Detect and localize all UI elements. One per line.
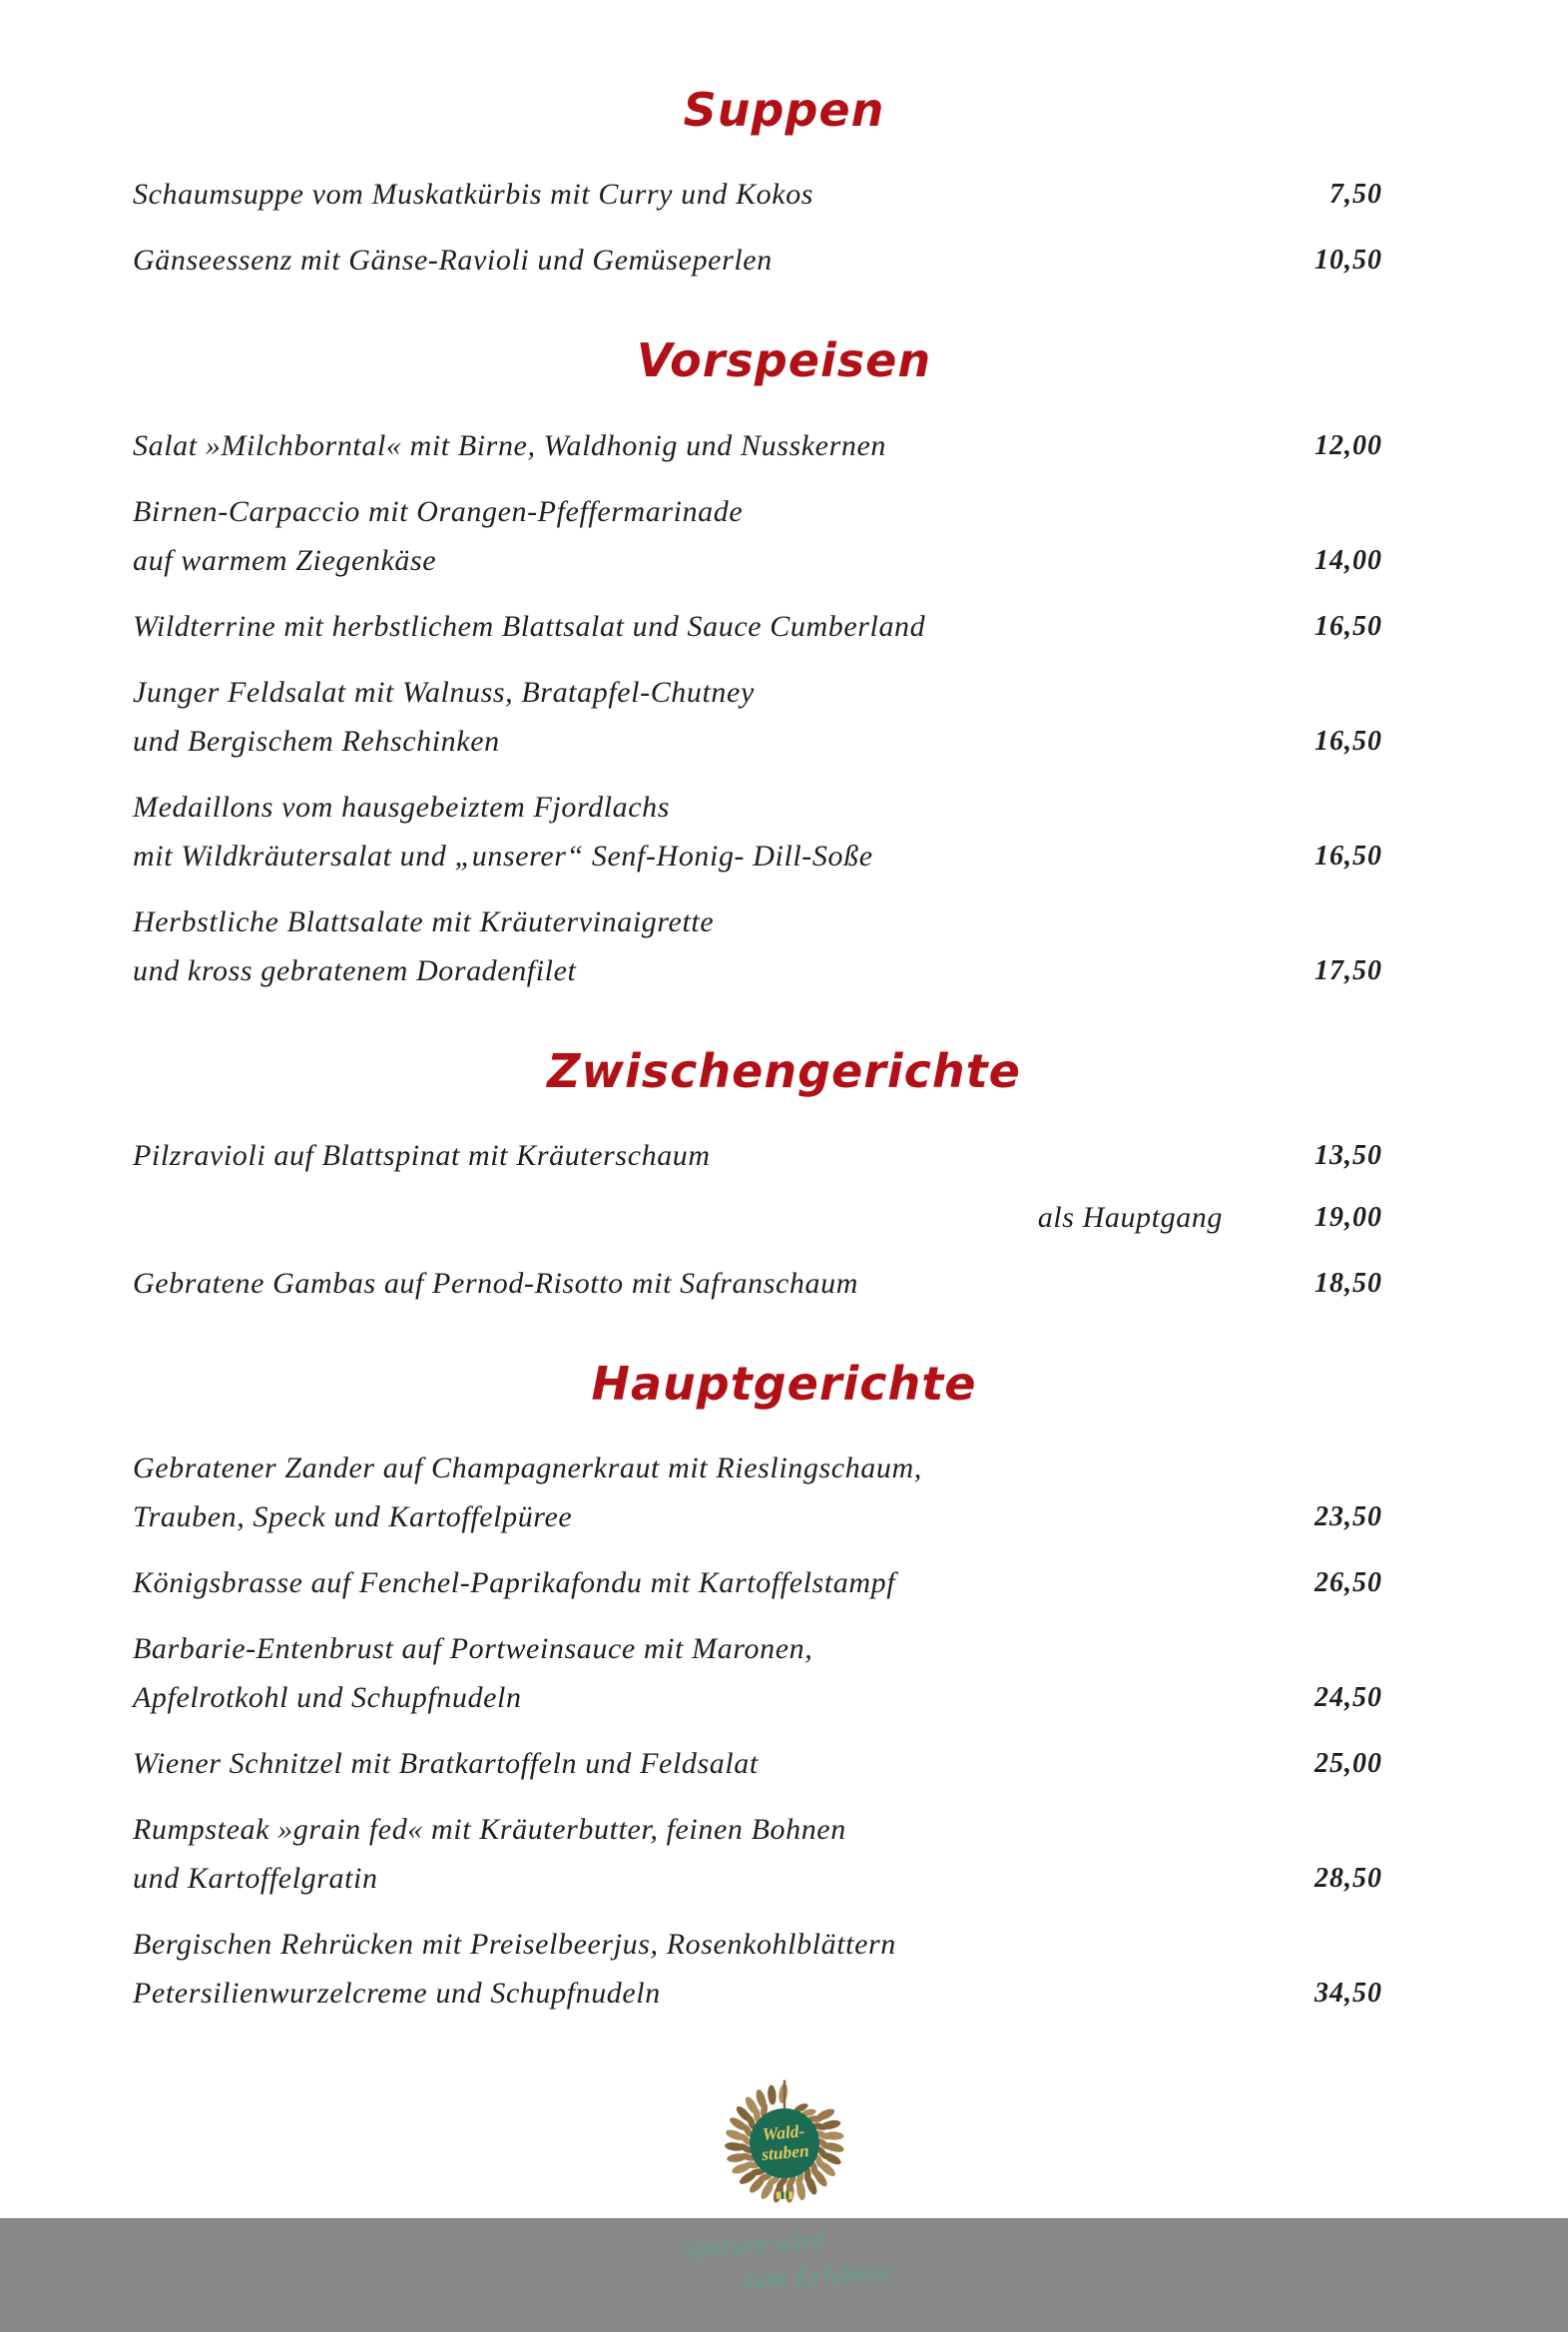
menu-item-row (133, 1558, 1382, 1607)
menu-item-row (133, 236, 1382, 285)
section-rows (133, 421, 1382, 995)
dish-price: 12,00 (1314, 429, 1382, 461)
dish-name (133, 1624, 1249, 1722)
dish-price: 16,50 (1314, 840, 1382, 872)
dish-price: 18,50 (1314, 1267, 1382, 1299)
menu-section-vorspeisen (0, 333, 1568, 994)
dish-name-line: mit Wildkräutersalat und „unserer“ Senf-Honig- Dill-Soße (133, 839, 873, 873)
dish-name (133, 783, 1249, 880)
dish-price: 24,50 (1314, 1682, 1382, 1714)
dish-name (133, 1131, 1249, 1180)
logo-name-line2: stuben (760, 2140, 809, 2165)
wreath-icon (710, 2075, 859, 2221)
section-title: Zwischengerichte (547, 1043, 1021, 1098)
dish-price: 13,50 (1314, 1139, 1382, 1171)
dish-price: 17,50 (1314, 954, 1382, 986)
dish-name-line: auf warmem Ziegenkäse (133, 543, 437, 577)
menu-item-row (133, 487, 1382, 585)
dish-name-line: Bergischen Rehrücken mit Preiselbeerjus, Rosenkohlblättern (133, 1928, 896, 1962)
dish-name (133, 487, 1249, 585)
dish-price: 26,50 (1314, 1567, 1382, 1599)
menu-item-row (133, 1131, 1382, 1180)
dish-name (133, 602, 1249, 651)
menu-item-row (133, 1805, 1382, 1903)
dish-name-line: Gebratener Zander auf Champagnerkraut mit Rieslingschaum, (133, 1452, 922, 1485)
dish-price: 34,50 (1314, 1978, 1382, 2010)
section-rows (133, 1444, 1382, 2018)
dish-name-line: Medaillons vom hausgebeiztem Fjordlachs (133, 790, 671, 824)
dish-name-line: Wildterrine mit herbstlichem Blattsalat und Sauce Cumberland (133, 609, 926, 643)
dish-price: 16,50 (1314, 725, 1382, 757)
menu-item-row (133, 421, 1382, 470)
section-title: Hauptgerichte (591, 1356, 977, 1411)
waldstuben-logo (0, 2075, 1568, 2296)
dish-name (133, 1193, 1249, 1242)
logo-tagline (0, 2226, 1568, 2296)
dish-price: 28,50 (1314, 1863, 1382, 1895)
dish-name (133, 1805, 1249, 1903)
section-rows (133, 170, 1382, 285)
dish-name (133, 668, 1249, 766)
dish-name-line: Pilzravioli auf Blattspinat mit Kräuterschaum (133, 1138, 711, 1172)
dish-name-line: Trauben, Speck und Kartoffelpüree (133, 1500, 573, 1534)
dish-name (133, 1259, 1249, 1308)
menu-item-row (133, 1624, 1382, 1722)
dish-name-line: Birnen-Carpaccio mit Orangen-Pfeffermarinade (133, 494, 744, 528)
dish-price: 14,00 (1314, 544, 1382, 576)
menu-section-suppen (0, 83, 1568, 285)
dish-name-line: Schaumsuppe vom Muskatkürbis mit Curry und Kokos (133, 178, 814, 212)
tagline-line2: zum Erlebnis (742, 2258, 892, 2296)
menu-item-row (133, 1193, 1382, 1242)
wreath-leaf (767, 2084, 777, 2105)
dish-price: 19,00 (1314, 1201, 1382, 1233)
dish-name-line: Rumpsteak »grain fed« mit Kräuterbutter, feinen Bohnen (133, 1813, 846, 1847)
menu-item-row (133, 1920, 1382, 2018)
logo-name-line1: Wald- (761, 2120, 805, 2145)
section-title: Suppen (683, 83, 885, 137)
menu-section-zwischengerichte (0, 1043, 1568, 1308)
menu-item-row (133, 1739, 1382, 1788)
dish-name-line: und kross gebratenem Doradenfilet (133, 953, 577, 987)
tagline-line1: speisen wird (683, 2226, 827, 2263)
menu-item-row (133, 1259, 1382, 1308)
dish-name (133, 421, 1249, 470)
dish-name (133, 170, 1249, 219)
dish-name (133, 1558, 1249, 1607)
menu-sections (0, 83, 1568, 2018)
dish-name-line: Herbstliche Blattsalate mit Kräutervinaigrette (133, 904, 715, 938)
dish-name-line: Petersilienwurzelcreme und Schupfnudeln (133, 1977, 661, 2011)
dish-name-line: Junger Feldsalat mit Walnuss, Bratapfel-Chutney (133, 675, 755, 709)
dish-price: 25,00 (1314, 1748, 1382, 1780)
dish-name-line: Wiener Schnitzel mit Bratkartoffeln und Feldsalat (133, 1747, 759, 1781)
dish-name-line: Barbarie-Entenbrust auf Portweinsauce mit Maronen, (133, 1632, 813, 1666)
dish-name-line: Salat »Milchborntal« mit Birne, Waldhonig und Nusskernen (133, 428, 886, 462)
dish-name-line: und Bergischem Rehschinken (133, 724, 500, 758)
menu-item-row (133, 602, 1382, 651)
menu-item-row (133, 1444, 1382, 1541)
dish-name-line: als Hauptgang (1037, 1200, 1223, 1234)
section-title: Vorspeisen (636, 333, 932, 388)
dish-name-line: und Kartoffelgratin (133, 1862, 378, 1896)
menu-item-row (133, 783, 1382, 880)
dish-name (133, 1739, 1249, 1788)
dish-price: 7,50 (1329, 179, 1382, 211)
menu-item-row (133, 897, 1382, 995)
wreath-logo (710, 2075, 859, 2221)
dish-name-line: Gänseessenz mit Gänse-Ravioli und Gemüseperlen (133, 244, 773, 278)
wreath-ribbon (776, 2192, 792, 2200)
dish-name (133, 1444, 1249, 1541)
dish-name (133, 897, 1249, 995)
dish-price: 10,50 (1314, 245, 1382, 277)
dish-name-line: Gebratene Gambas auf Pernod-Risotto mit Safranschaum (133, 1266, 858, 1300)
dish-price: 23,50 (1314, 1501, 1382, 1533)
dish-name-line: Königsbrasse auf Fenchel-Paprikafondu mit Kartoffelstampf (133, 1566, 896, 1600)
dish-price: 16,50 (1314, 610, 1382, 642)
menu-item-row (133, 668, 1382, 766)
section-rows (133, 1131, 1382, 1308)
dish-name (133, 1920, 1249, 2018)
dish-name (133, 236, 1249, 285)
menu-section-hauptgerichte (0, 1356, 1568, 2018)
dish-name-line: Apfelrotkohl und Schupfnudeln (133, 1681, 522, 1715)
menu-item-row (133, 170, 1382, 219)
